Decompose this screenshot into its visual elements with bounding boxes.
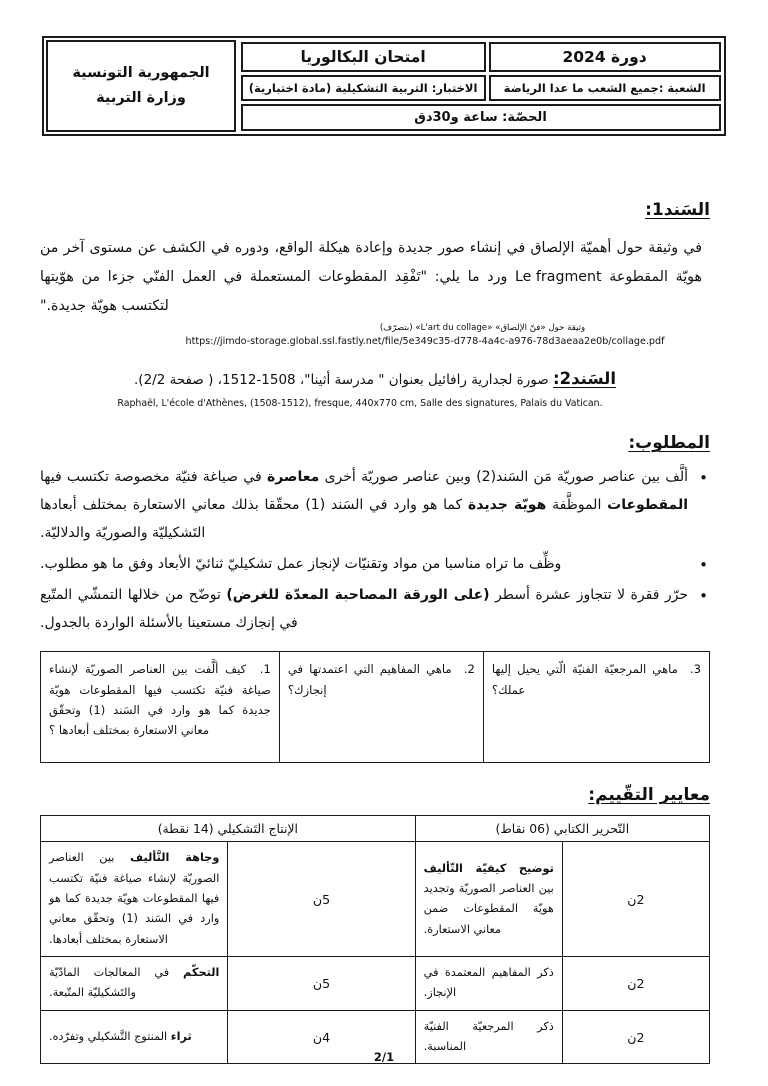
table-row [41,652,710,763]
header-section-cell: الشعبة :جميع الشعب ما عدا الرياضة [489,75,721,101]
requirements-list [40,463,710,637]
questions-table [40,651,710,763]
question-cell-3 [483,652,709,763]
writing-points: 2ن [562,842,709,957]
sanad2-french-caption: Raphaël, L'école d'Athènes, (1508-1512), fresque, 440x770 cm, Salle des signatures, Palais du Vatican. [117,398,603,410]
header-outer-frame [42,36,726,136]
table-row [41,816,710,842]
criteria-table [40,815,710,1064]
p1-rest: بين العناصر الصوريّة لإنشاء صياغة فنيّة تكتسب فيها المقطوعات هويّة جديدة كما هو وارد في السَند (1) وتحقّق معاني الاستعارة بمختلف أبعادها. [49,851,220,946]
sanad2-heading: السَند2: [552,369,616,389]
question-cell-2 [279,652,483,763]
header-ministry-cell [46,40,236,132]
sanad1-paragraph [40,234,710,321]
sanad1-source-url: https://jimdo-storage.global.ssl.fastly.net/file/5e349c35-d778-4a4c-a976-78d3aeaa2e0b/collage.pdf [185,336,665,348]
criteria-heading: معايير التقّييم: [588,785,710,806]
w1-rest: بين العناصر الصوريّة وتجديد هويّة المقطوعات ضمن معاني الاستعارة. [423,881,554,936]
question-text: ماهي المرجعيّة الفنيّة الّتي يحيل إليها عملك؟ [491,662,678,697]
sanad2-line [40,369,710,388]
question-number: 2. [463,662,475,677]
republic-label: الجمهورية التونسية [72,64,210,81]
p1-bold: وجاهة التَّأليف [130,851,220,865]
criteria-header-writing: التّحرير الكتابي (06 نقاط) [415,816,709,842]
requirement-item [40,463,710,547]
table-row [41,957,710,1011]
header-session-cell: دورة 2024 [489,42,721,72]
req-1-seg-0: ألَّف بين عناصر صوريّة مَن السَند(2) وبين عناصر صوريّة أخرى [319,469,688,486]
header-info-column [236,40,722,132]
ministry-block [72,61,209,112]
req-2-seg-0: وظِّف ما تراه مناسبا من مواد وتقنيّات لإنجاز عمل تشكيليّ ثنائيّ الأبعاد وفق ما هو مطلوب. [40,556,562,573]
production-description [41,842,228,957]
req-1-seg-4: الموظَّفة [546,497,608,514]
criteria-table-body [41,842,710,1064]
p3-rest: المنتوج التَّشكيلي وتفرّده. [49,1029,171,1043]
writing-points: 2ن [562,1010,709,1064]
req-3-seg-1: (على الورقة المصاحبة المعدّة للغرض) [226,587,490,604]
matloub-heading: المطلوب: [628,433,710,454]
req-3-seg-0: حرّر فقرة لا تتجاوز عشرة أسطر [489,587,688,604]
criteria-table-head [41,816,710,842]
req-1-seg-6: كما هو وارد في السَند (1) محقّقا بذلك معاني الاستعارة بمختلف أبعادها التَشكيليّة والصوريّة والدلاليّة. [40,497,469,542]
sanad1-source-line: وثيقة حول «فنّ الإلصاق» «L'art du collage» (بتصرّف) [379,323,586,334]
requirement-item [40,550,710,578]
req-1-seg-5: هويّة جديدة [468,497,547,514]
production-points: 4ن [228,1010,415,1064]
sanad1-text-part1: في وثيقة حول أهميّة الإلصاق في إنشاء صور جديدة وإعادة هيكلة الواقع، ودوره في الكشف عن مستوى آخر من هويّة المقطوعة [40,240,702,286]
p3-bold: ثراء [170,1029,192,1043]
question-text: ماهي المفاهيم التي اعتمدتها في إنجازك؟ [287,662,452,697]
sanad1-text-part2: ورد ما يلي: "تَفْقِد المقطوعات المستعملة في العمل الفنّي جزءا من هوّيتها لتكتسب هويّة جديدة." [40,269,516,315]
writing-description [415,957,562,1011]
source-fr-title: L'art du collage [420,323,488,334]
ministry-label: وزارة التربية [96,90,186,106]
header-row-3 [239,102,722,132]
source-ar-prefix: وثيقة حول «فنّ الإلصاق» [495,323,586,334]
w1-bold: توضيح كيفيّة التّأليف [423,861,554,875]
header-duration-cell: الحصّة: ساعة و30دق [241,104,721,131]
question-text: كيف ألَّفت بين العناصر الصوريّة لإنشاء صياغة فنيّة تكتسب فيها المقطوعات هويّة جديدة كما هو وارد في السَند (1) وتحقّق معاني الاستعارة بمختلف أبعادها ؟ [49,662,271,738]
header-exam-title-cell: امتحان البكالوريا [241,42,486,72]
production-description [41,957,228,1011]
writing-points: 2ن [562,957,709,1011]
sanad1-heading: السَند1: [645,200,710,220]
req-1-seg-3: المقطوعات [607,497,688,514]
question-number: 1. [259,662,271,677]
page-number: 2/1 [373,1050,395,1064]
header-row-2 [239,73,722,102]
source-ar-suffix: (بتصرّف) [379,323,413,334]
requirement-item [40,581,710,637]
table-row [41,842,710,957]
p2-bold: التحكّم [183,966,220,980]
req-3-seg-2: توضّح من خلالها التمشّي المتّبع في إنجازك مستعينا بالأسئلة الواردة بالجدول. [40,587,298,632]
w2-text: ذكر المفاهيم المعتمدة في الإنجاز. [423,966,554,1000]
production-points: 5ن [228,957,415,1011]
header-subject-cell: الاختبار: التربية التشكيلية (مادة اختبارية) [241,75,486,101]
sanad2-text: صورة لجدارية رافائيل بعنوان " مدرسة أثينا"، 1508-1512، ( صفحة 2/2). [134,372,553,389]
req-1-seg-2: في صياغة فنيّة مخصوصة تكتسب فيها [40,469,267,486]
w3-text: ذكر المرجعيّة الفنيّة المناسبة. [423,1019,554,1054]
exam-header-table [42,36,726,136]
exam-body [40,200,710,1064]
fragment-term: Le fragment [515,269,602,286]
production-points: 5ن [228,842,415,957]
question-number: 3. [689,662,701,677]
p2-rest: في المعالجات المادّيّة والتَشكيليّة المتّبعة. [49,966,184,1000]
header-row-1 [239,40,722,73]
req-1-seg-1: معاصرة [266,469,320,486]
criteria-header-production: الإنتاج التَشكيلي (14 نقطة) [41,816,416,842]
question-cell-1 [41,652,280,763]
writing-description [415,842,562,957]
